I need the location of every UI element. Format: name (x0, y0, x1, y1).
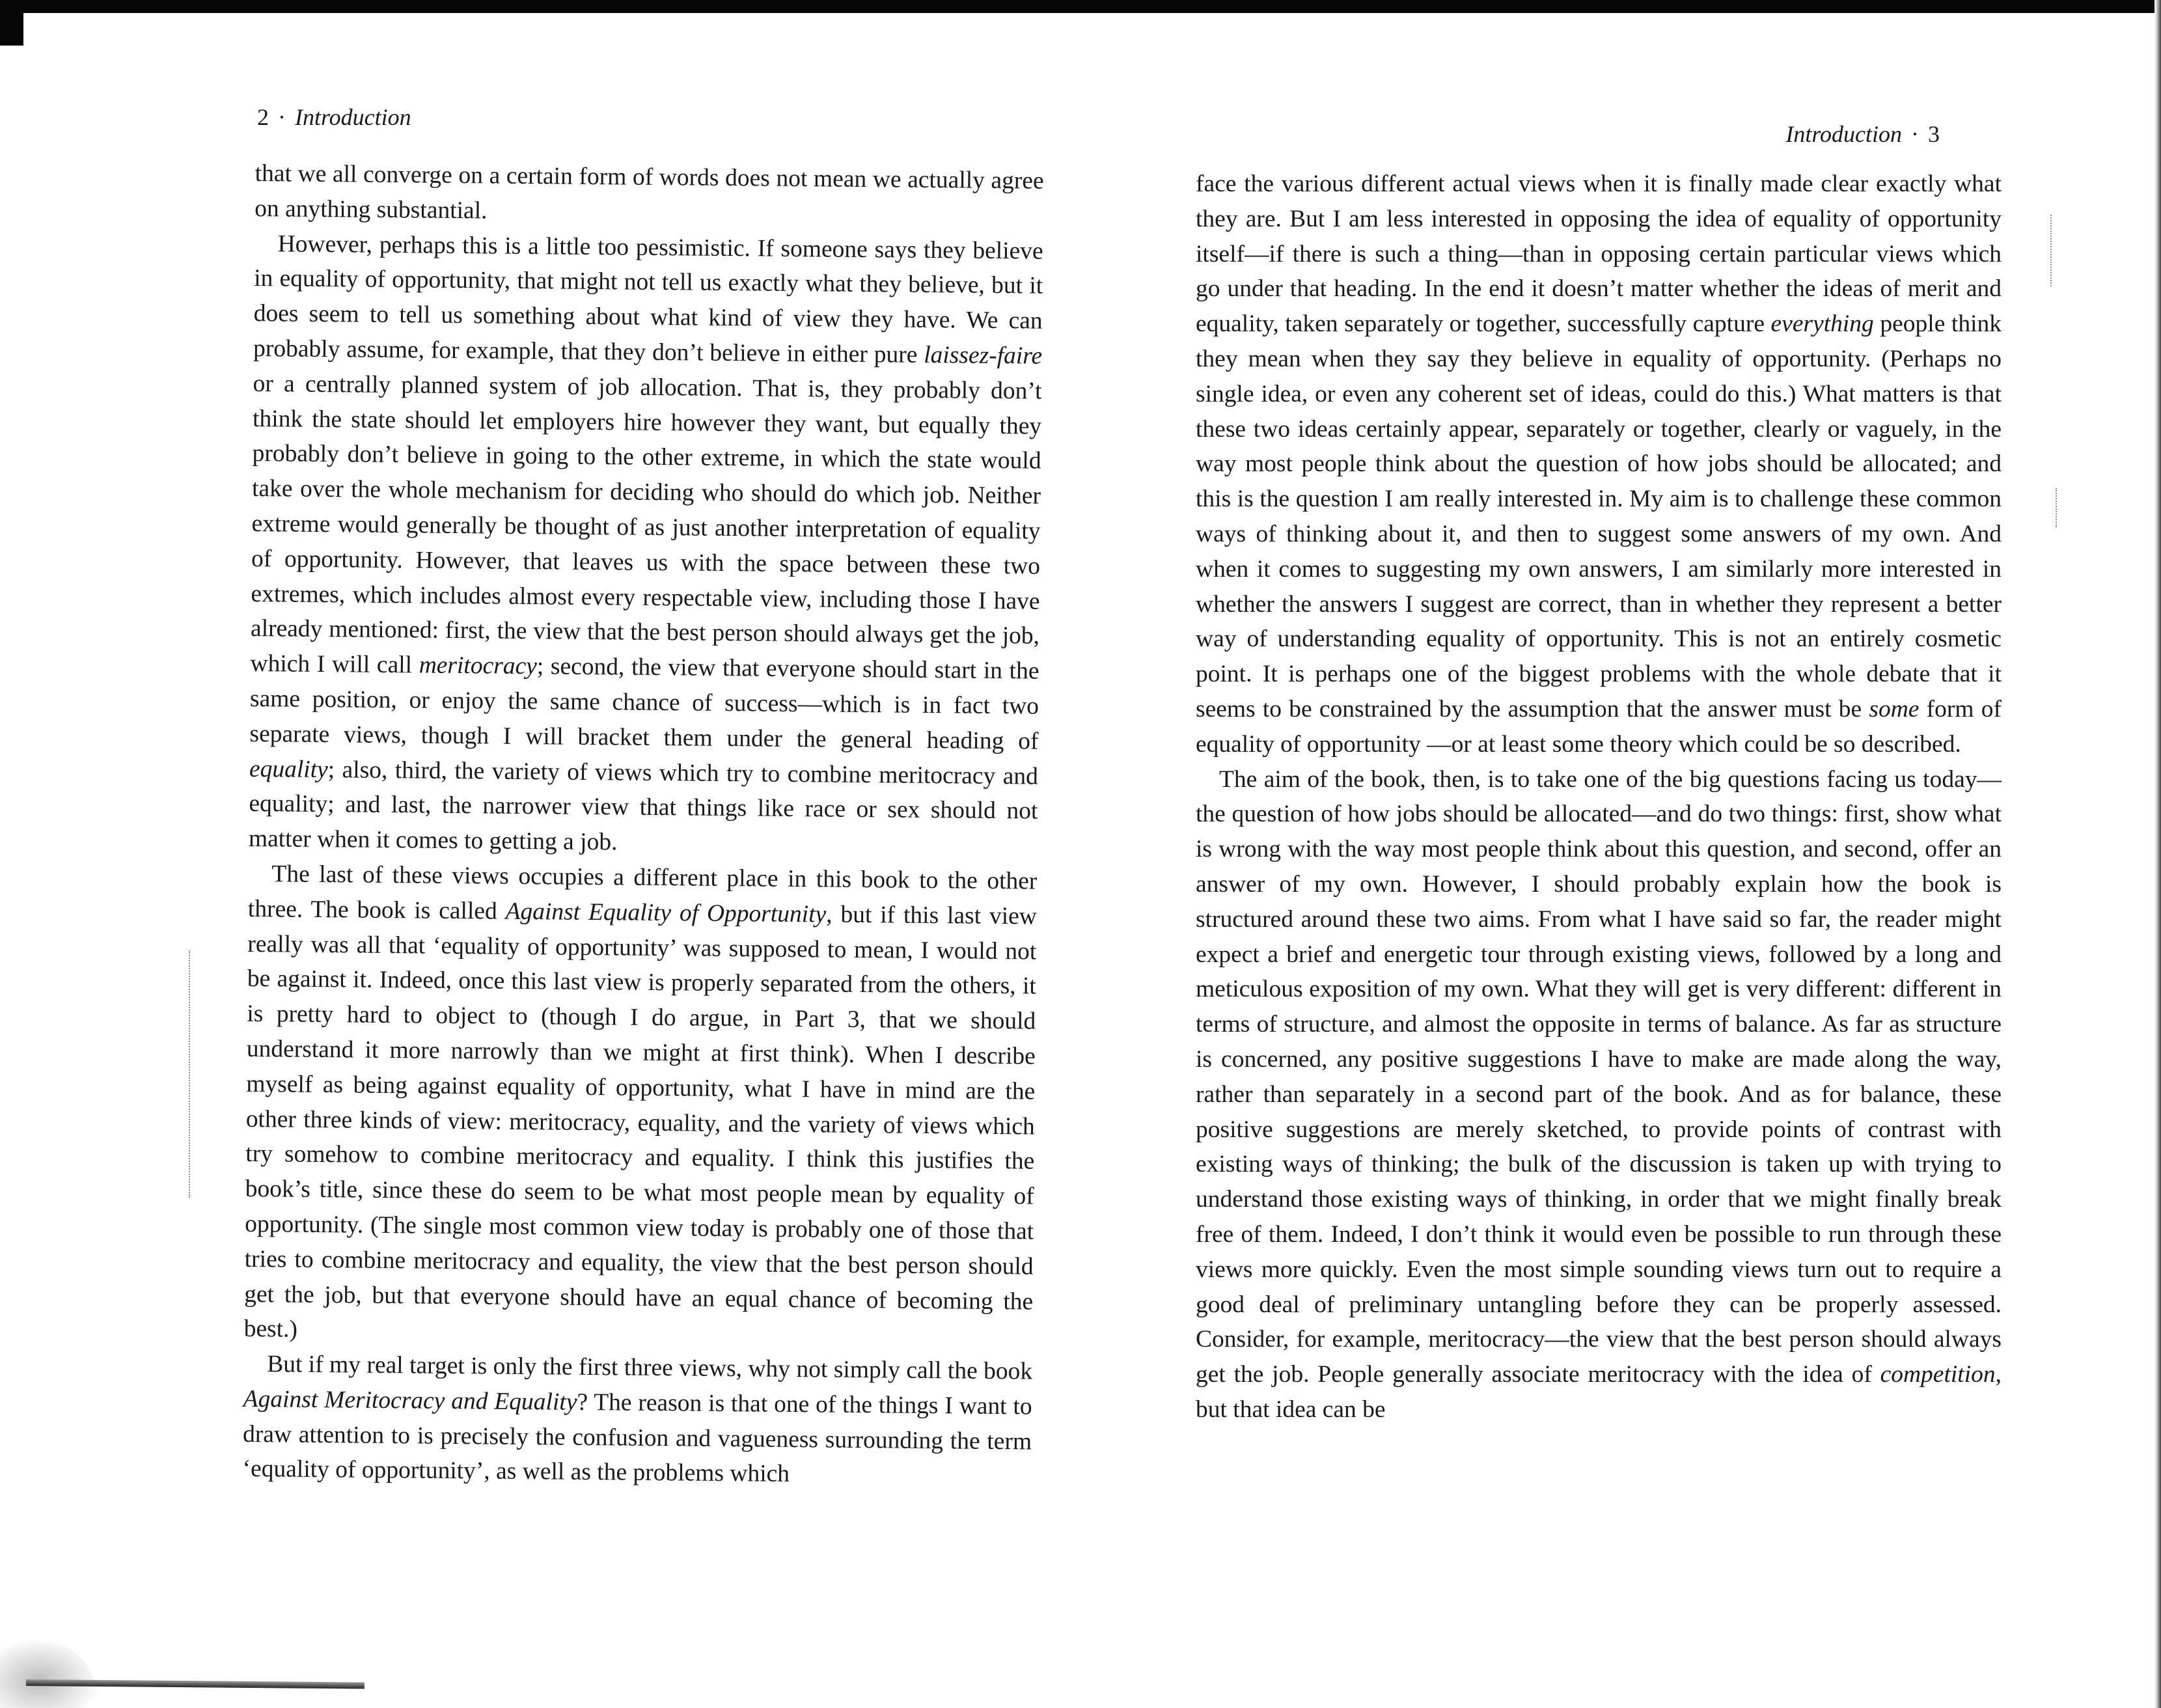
scan-shadow-corner (0, 1640, 98, 1708)
text-run: form of equality of opportunity —or at least some theory which could be so described. (1196, 695, 2002, 758)
italic-term: laissez-faire (923, 341, 1043, 370)
text-run: , but that idea can be (1196, 1361, 2002, 1423)
right-page (1080, 0, 2161, 1708)
text-run: But if my real target is only the first three views, why not simply call the book (266, 1351, 1033, 1385)
paragraph (249, 227, 1043, 864)
left-running-head-title: Introduction (295, 104, 411, 130)
margin-pencil-mark (2050, 215, 2052, 286)
text-run: ; second, the view that everyone should start in the same position, or enjoy the same chance of success—which is in fact two separate views, though I will bracket them under the general heading of (249, 653, 1039, 755)
margin-pencil-mark (189, 950, 190, 1198)
paragraph (1196, 167, 2002, 762)
italic-term: everything (1770, 310, 1874, 338)
paragraph (243, 857, 1037, 1355)
right-head-separator: · (1911, 121, 1919, 147)
text-run: or a centrally planned system of job allocation. That is, they probably don’t think the state should let employers hire however they want, but equally they probably don’t believe in going to the other extreme, in which the state would take over the whole mechanism for deciding who should do which job. Neither extreme would generally be thought of as just another interpretation of equality of opportunity. However, that leaves us with the space between these two extremes, which includes almost every respectable view, including those I have already mentioned: first, the view that the best person should always get the job, which I will call (250, 370, 1042, 679)
margin-pencil-mark (2056, 488, 2057, 527)
paragraph (242, 1347, 1032, 1494)
italic-book-title: Against Equality of Opportunity (505, 898, 827, 928)
left-running-head (257, 103, 411, 131)
left-page-number: 2 (257, 104, 269, 130)
text-run: people think they mean when they say they believe in equality of opportunity. (Perhaps no single idea, or even any coherent set of ideas, could do this.) What matters is that these two ideas certainly appear, separately or together, clearly or vaguely, in the way most people think about the question of how jobs should be allocated; and this is the question I am really interested in. My aim is to challenge these common ways of thinking about it, and then to suggest some answers of my own. And when it comes to suggesting my own answers, I am similarly more interested in whether the answers I suggest are correct, than in whether they represent a better way of understanding equality of opportunity. This is not an entirely cosmetic point. It is perhaps one of the biggest problems with the whole debate that it seems to be constrained by the assumption that the answer must be (1196, 310, 2002, 723)
left-page (0, 0, 1080, 1708)
text-run: However, perhaps this is a little too pessimistic. If someone says they believe in equality of opportunity, that might not tell us exactly what they believe, but it does seem to tell us something about what kind of view they have. We can probably assume, for example, that they don’t believe in either pure (253, 230, 1043, 368)
text-run: ? The reason is that one of the things I want to draw attention to is precisely the confusion and vagueness surrounding the term ‘equality of opportunity’, as well as the problems which (242, 1388, 1032, 1488)
italic-term: equality (249, 755, 328, 783)
paragraph (1196, 762, 2002, 1427)
italic-term: some (1869, 695, 1920, 723)
right-body-text (1196, 167, 2002, 1427)
text-run: ; also, third, the variety of views which try to combine meritocracy and equality; and last, the narrower view that things like race or sex should not matter when it comes to getting a job. (248, 756, 1039, 856)
text-run: The aim of the book, then, is to take one of the big questions facing us today—the question of how jobs should be allocated—and do two things: first, show what is wrong with the way most people think about this question, and second, offer an answer of my own. However, I should probably explain how the book is structured around these two aims. From what I have said so far, the reader might expect a brief and energetic tour through existing views, followed by a long and meticulous exposition of my own. What they will get is very different: different in terms of structure, and almost the opposite in terms of balance. As far as structure is concerned, any positive suggestions I have to make are made along the way, rather than separately in a second part of the book. And as for balance, these positive suggestions are merely sketched, to provide points of contrast with existing ways of thinking; the bulk of the discussion is taken up with trying to understand those existing ways of thinking, in order that we might finally break free of them. Indeed, I don’t think it would even be possible to run through these views more quickly. Even the most simple sounding views turn out to require a good deal of preliminary untangling before they can be properly assessed. Consider, for example, meritocracy—the view that the best person should always get the job. People generally associate meritocracy with the idea of (1196, 765, 2002, 1388)
left-head-separator: · (278, 104, 286, 130)
text-run: face the various different actual views when it is finally made clear exactly what they are. But I am less interested in opposing the idea of equality of opportunity itself—if there is such a thing—than in opposing certain particular views which go under that heading. In the end it doesn’t matter whether the ideas of merit and equality, taken separately or together, successfully capture (1196, 171, 2002, 338)
text-run: The last of these views occupies a different place in this book to the other three. The book is called (247, 861, 1038, 925)
italic-book-title: Against Meritocracy and Equality (243, 1385, 577, 1416)
italic-term: competition (1880, 1361, 1996, 1388)
text-run: , but if this last view really was all that ‘equality of opportunity’ was supposed to mean, I would not be against it. Indeed, once this last view is properly separated from the others, it is pretty hard to object to (though I do argue, in Part 3, that we should understand it more narrowly than we might at first think). When I describe myself as being against equality of opportunity, what I have in mind are the other three kinds of view: meritocracy, equality, and the variety of views which try somehow to combine meritocracy and equality. I think this justifies the book’s title, since these do seem to be what most people mean by equality of opportunity. (The single most common view today is probably one of those that tries to combine meritocracy and equality, the view that the best person should get the job, but that everyone should have an equal chance of becoming the best.) (243, 901, 1038, 1343)
text-run: that we all converge on a certain form of words does not mean we actually agree on anything substantial. (255, 159, 1044, 225)
right-page-number: 3 (1928, 121, 1940, 147)
left-body-text (242, 156, 1044, 1494)
italic-term: meritocracy (419, 652, 538, 680)
paragraph (255, 156, 1044, 234)
right-running-head (1785, 120, 1940, 148)
right-running-head-title: Introduction (1785, 121, 1902, 147)
